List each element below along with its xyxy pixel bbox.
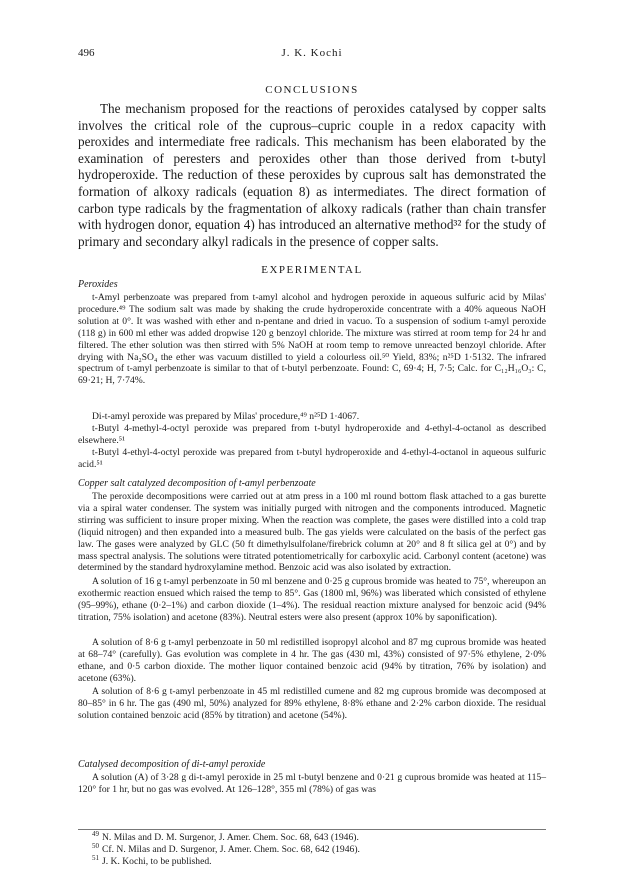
page-number: 496: [78, 47, 95, 59]
footnote: [78, 853, 546, 868]
conclusions-heading: CONCLUSIONS: [265, 84, 359, 96]
footnote-rule: [78, 829, 546, 830]
footnote: [78, 829, 546, 844]
footnote-text: Cf. N. Milas and D. Surgenor, J. Amer. Chem. Soc. 68, 642 (1946).: [102, 843, 360, 855]
catalysed-heading: Catalysed decomposition of di-t-amyl peroxide: [78, 759, 266, 770]
peroxides-heading: Peroxides: [78, 279, 118, 290]
page-header: [78, 47, 546, 63]
footnote-text: J. K. Kochi, to be published.: [102, 855, 212, 867]
copper-heading: Copper salt catalyzed decomposition of t-amyl perbenzoate: [78, 478, 316, 489]
footnote-text: N. Milas and D. M. Surgenor, J. Amer. Chem. Soc. 68, 643 (1946).: [102, 832, 359, 843]
footnotes: [78, 829, 546, 868]
peroxides-paragraph: t-Butyl 4-methyl-4-octyl peroxide was prepared from t-butyl hydroperoxide and 4-ethyl-4-octanol as described elsewhere.⁵¹: [78, 423, 546, 446]
footnote: [78, 841, 546, 856]
peroxides-paragraph: t-Butyl 4-ethyl-4-octyl peroxide was prepared from t-butyl hydroperoxide and 4-ethyl-4-octanol in aqueous sulfuric acid.⁵¹: [78, 447, 546, 470]
footnote-number: 51: [92, 853, 99, 862]
experimental-heading: EXPERIMENTAL: [261, 264, 363, 276]
peroxides-paragraph: Di-t-amyl peroxide was prepared by Milas' procedure,⁴⁹ n²⁵D 1·4067.: [92, 411, 360, 422]
copper-paragraph: A solution of 16 g t-amyl perbenzoate in 50 ml benzene and 0·25 g cuprous bromide was heated to 75°, whereupon an exothermic reaction ensued which raised the temp to 85°. Gas (1800 ml, 96%) was liberated which consisted of ethylene (95–99%), ethane (0·2–1%) and carbon dioxide (1–4%). The residual reaction mixture analysed for benzoic acid (94% titration, 75% isolation) and acetone (83%). Neutral esters were also present (approx 10% by saponification).: [78, 576, 546, 623]
catalysed-paragraph: A solution (A) of 3·28 g di-t-amyl peroxide in 25 ml t-butyl benzene and 0·21 g cuprous bromide was heated at 115–120° for 1 hr, but no gas was evolved. At 126–128°, 355 ml (78%) of gas was: [78, 772, 546, 795]
footnote-number: 50: [92, 841, 99, 850]
conclusions-paragraph: The mechanism proposed for the reactions of peroxides catalysed by copper salts involves the critical role of the cuprous–cupric couple in a redox capacity with peroxides and intermediate free radicals. This mechanism has been elaborated by the examination of peresters and peroxides other than those derived from t-butyl hydroperoxide. The reduction of these peroxides by cuprous salt has demonstrated the formation of alkoxy radicals (equation 8) as intermediates. The direct formation of carbon type radicals by the fragmentation of alkoxy radicals (rather than chain transfer with hydrogen donor, equation 4) has introduced an alternative method³² for the study of primary and secondary alkyl radicals in the presence of copper salts.: [78, 101, 546, 249]
running-head: J. K. Kochi: [281, 47, 343, 59]
copper-paragraph: The peroxide decompositions were carried out at atm press in a 100 ml round bottom flask attached to a gas burette via a spiral water condenser. The system was initially purged with nitrogen and the components introduced. Magnetic stirring was sufficient to insure proper mixing. When the reaction was complete, the gases were distilled into a cold trap (liquid nitrogen) and then expanded into a measured bulb. The gas yields were calculated on the basis of the perfect gas law. The gases were analyzed by GLC (50 ft dimethylsulfolane/firebrick column at 20° and 8 ft silica gel at 0°) and by mass spectral analysis. The solutions were titrated potentiometrically for carboxylic acid. Carbonyl content (acetone) was determined by the standard hydroxylamine method. Benzoic acid was also isolated by extraction.: [78, 491, 546, 574]
peroxides-paragraph: t-Amyl perbenzoate was prepared from t-amyl alcohol and hydrogen peroxide in aqueous sulfuric acid by Milas' procedure.⁴⁹ The sodium salt was made by shaking the crude hydroperoxide concentrate with a 40% aqueous NaOH solution at 0°. It was washed with ether and n-pentane and dried in vacuo. To a suspension of sodium t-amyl peroxide (118 g) in 600 ml ether was added dropwise 120 g benzoyl chloride. The mixture was stirred at room temp for 24 hr and filtered. The ether solution was then stirred with 5% NaOH at room temp to remove unreacted benzoyl chloride. After drying with Na₂SO₄ the ether was vacuum distilled to yield a colourless oil.⁵⁰ Yield, 83%; n²⁵D 1·5132. The infrared spectrum of t-amyl perbenzoate is similar to that of t-butyl perbenzoate. Found: C, 69·4; H, 7·5; Calc. for C₁₂H₁₆O₃: C, 69·21; H, 7·74%.: [78, 292, 546, 387]
footnote-number: 49: [92, 829, 99, 838]
copper-paragraph: A solution of 8·6 g t-amyl perbenzoate in 45 ml redistilled cumene and 82 mg cuprous bromide was decomposed at 80–85° in 6 hr. The gas (490 ml, 50%) analyzed for 89% ethylene, 8·8% ethane and 2·2% carbon dioxide. The residual solution contained benzoic acid (85% by titration) and acetone (54%).: [78, 686, 546, 721]
copper-paragraph: A solution of 8·6 g t-amyl perbenzoate in 50 ml redistilled isopropyl alcohol and 87 mg cuprous bromide was heated at 68–74° (carefully). Gas evolution was complete in 4 hr. The gas (430 ml, 43%) consisted of 97·5% ethylene, 2·0% ethane, and 0·5 carbon dioxide. The mother liquor contained benzoic acid (94% by titration, 76% by isolation) and acetone (63%).: [78, 637, 546, 684]
